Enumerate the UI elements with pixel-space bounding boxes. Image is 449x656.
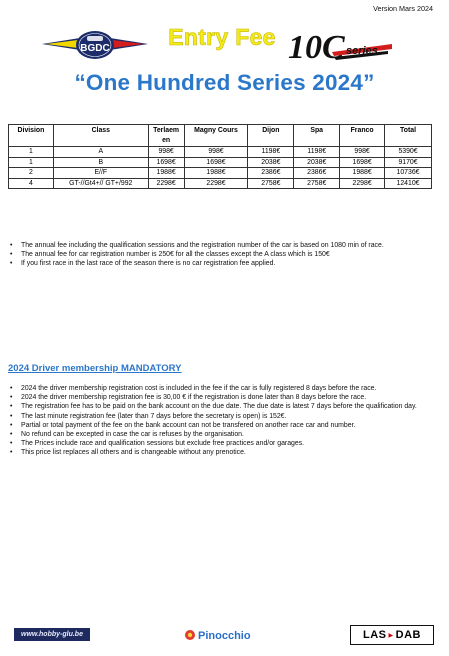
cell-franco: 1988€ [340,168,385,179]
list-item-text: This price list replaces all others and is changeable without any prenotice. [21,449,246,457]
header-terlaemen: Terlaem en [148,125,184,147]
bullet-icon: • [10,431,13,439]
cell-total: 9170€ [385,157,432,168]
bullet-icon: • [10,440,13,448]
cell-franco: 2298€ [340,178,385,189]
list-item [8,393,432,402]
list-item [8,384,432,393]
list-item-text: Partial or total payment of the fee on the bank account can not be transfered on another race car and number. [21,421,356,429]
membership-heading: 2024 Driver membership MANDATORY [8,363,182,374]
bullet-icon: • [10,385,13,392]
list-item [8,412,432,421]
event-title: “One Hundred Series 2024” [74,70,375,95]
header-class: Class [53,125,148,147]
lasdab-logo [350,625,434,645]
cell-dijon: 2038€ [248,157,294,168]
list-item [8,448,432,457]
list-item-text: The last minute registration fee (later than 7 days before the secretary is open) is 152€. [21,412,287,420]
list-item [8,402,432,411]
cell-spa: 2038€ [294,157,340,168]
table-header-row [9,125,432,147]
header-spa: Spa [294,125,340,147]
list-item-text: The Prices include race and qualification sessions but exclude free practices and/or garages. [21,440,305,448]
page-title: Entry Fee [168,24,276,50]
bullet-icon: • [10,449,13,457]
bgdc-logo-text: BGDC [80,43,110,54]
bullet-icon: • [10,394,13,402]
cell-division: 1 [9,157,54,168]
cell-spa: 1198€ [294,147,340,158]
list-item [8,439,432,448]
version-label: Version Mars 2024 [373,4,433,13]
cell-terlaemen: 1698€ [148,157,184,168]
bullet-icon: • [10,242,13,249]
list-item-text: No refund can be excepted in case the car is refuses by the organisation. [21,431,244,439]
pinocchio-logo-text: Pinocchio [198,630,251,642]
bullet-icon: • [10,260,13,268]
cell-terlaemen: 2298€ [148,178,184,189]
table-row [9,178,432,189]
lasdab-right-text: DAB [395,629,421,641]
cell-magny-cours: 1988€ [184,168,248,179]
cell-terlaemen: 998€ [148,147,184,158]
cell-division: 4 [9,178,54,189]
table-row [9,168,432,179]
header-franco: Franco [340,125,385,147]
cell-spa: 2386€ [294,168,340,179]
cell-total: 12410€ [385,178,432,189]
series-logo [284,26,396,66]
cell-class: B [53,157,148,168]
series-logo-word: series [346,45,378,57]
membership-list [8,384,432,458]
header-magny-cours: Magny Cours [184,125,248,147]
series-logo-number: 10C [288,29,345,66]
cell-franco: 998€ [340,147,385,158]
list-item-text: The registration fee has to be paid on the bank account on the due date. The due date is latest 7 days before the qualification day. [21,403,417,411]
list-item [8,241,432,250]
table-row [9,157,432,168]
cell-dijon: 2758€ [248,178,294,189]
list-item [8,430,432,439]
cell-division: 2 [9,168,54,179]
cell-dijon: 1198€ [248,147,294,158]
cell-total: 5390€ [385,147,432,158]
website-logo[interactable]: www.hobby-glu.be [14,628,90,641]
list-item-text: The annual fee including the qualification sessions and the registration number of the car is based on 1080 min of race. [21,242,384,249]
bullet-icon: • [10,412,13,420]
bullet-icon: • [10,421,13,429]
fee-table [8,124,432,189]
cell-total: 10736€ [385,168,432,179]
list-item-text: 2024 the driver membership registration fee is 30,00 € if the registration is done later than 8 days before the race. [21,394,367,402]
cell-dijon: 2386€ [248,168,294,179]
header-dijon: Dijon [248,125,294,147]
list-item-text: 2024 the driver membership registration cost is included in the fee if the car is fully registered 8 days before the race. [21,385,377,392]
table-row [9,147,432,158]
cell-terlaemen: 1988€ [148,168,184,179]
cell-class: E//F [53,168,148,179]
cell-class: A [53,147,148,158]
cell-division: 1 [9,147,54,158]
list-item-text: If you first race in the last race of the season there is no car registration fee applied. [21,260,276,268]
cell-class: GT-//Gt4+// GT+/992 [53,178,148,189]
bullet-icon: • [10,403,13,411]
pinocchio-logo [184,626,260,644]
list-item [8,250,432,259]
list-item [8,259,432,268]
cell-magny-cours: 2298€ [184,178,248,189]
bullet-icon: • [10,251,13,259]
header-division: Division [9,125,54,147]
cell-franco: 1698€ [340,157,385,168]
list-item [8,421,432,430]
cell-magny-cours: 998€ [184,147,248,158]
fee-notes-list [8,241,432,269]
cell-magny-cours: 1698€ [184,157,248,168]
bgdc-logo [40,28,150,62]
header-total: Total [385,125,432,147]
flag-icon: ▶ [388,632,394,639]
cell-spa: 2758€ [294,178,340,189]
lasdab-left-text: LAS [363,629,387,641]
list-item-text: The annual fee for car registration number is 250€ for all the classes except the A class which is 150€ [21,251,330,259]
